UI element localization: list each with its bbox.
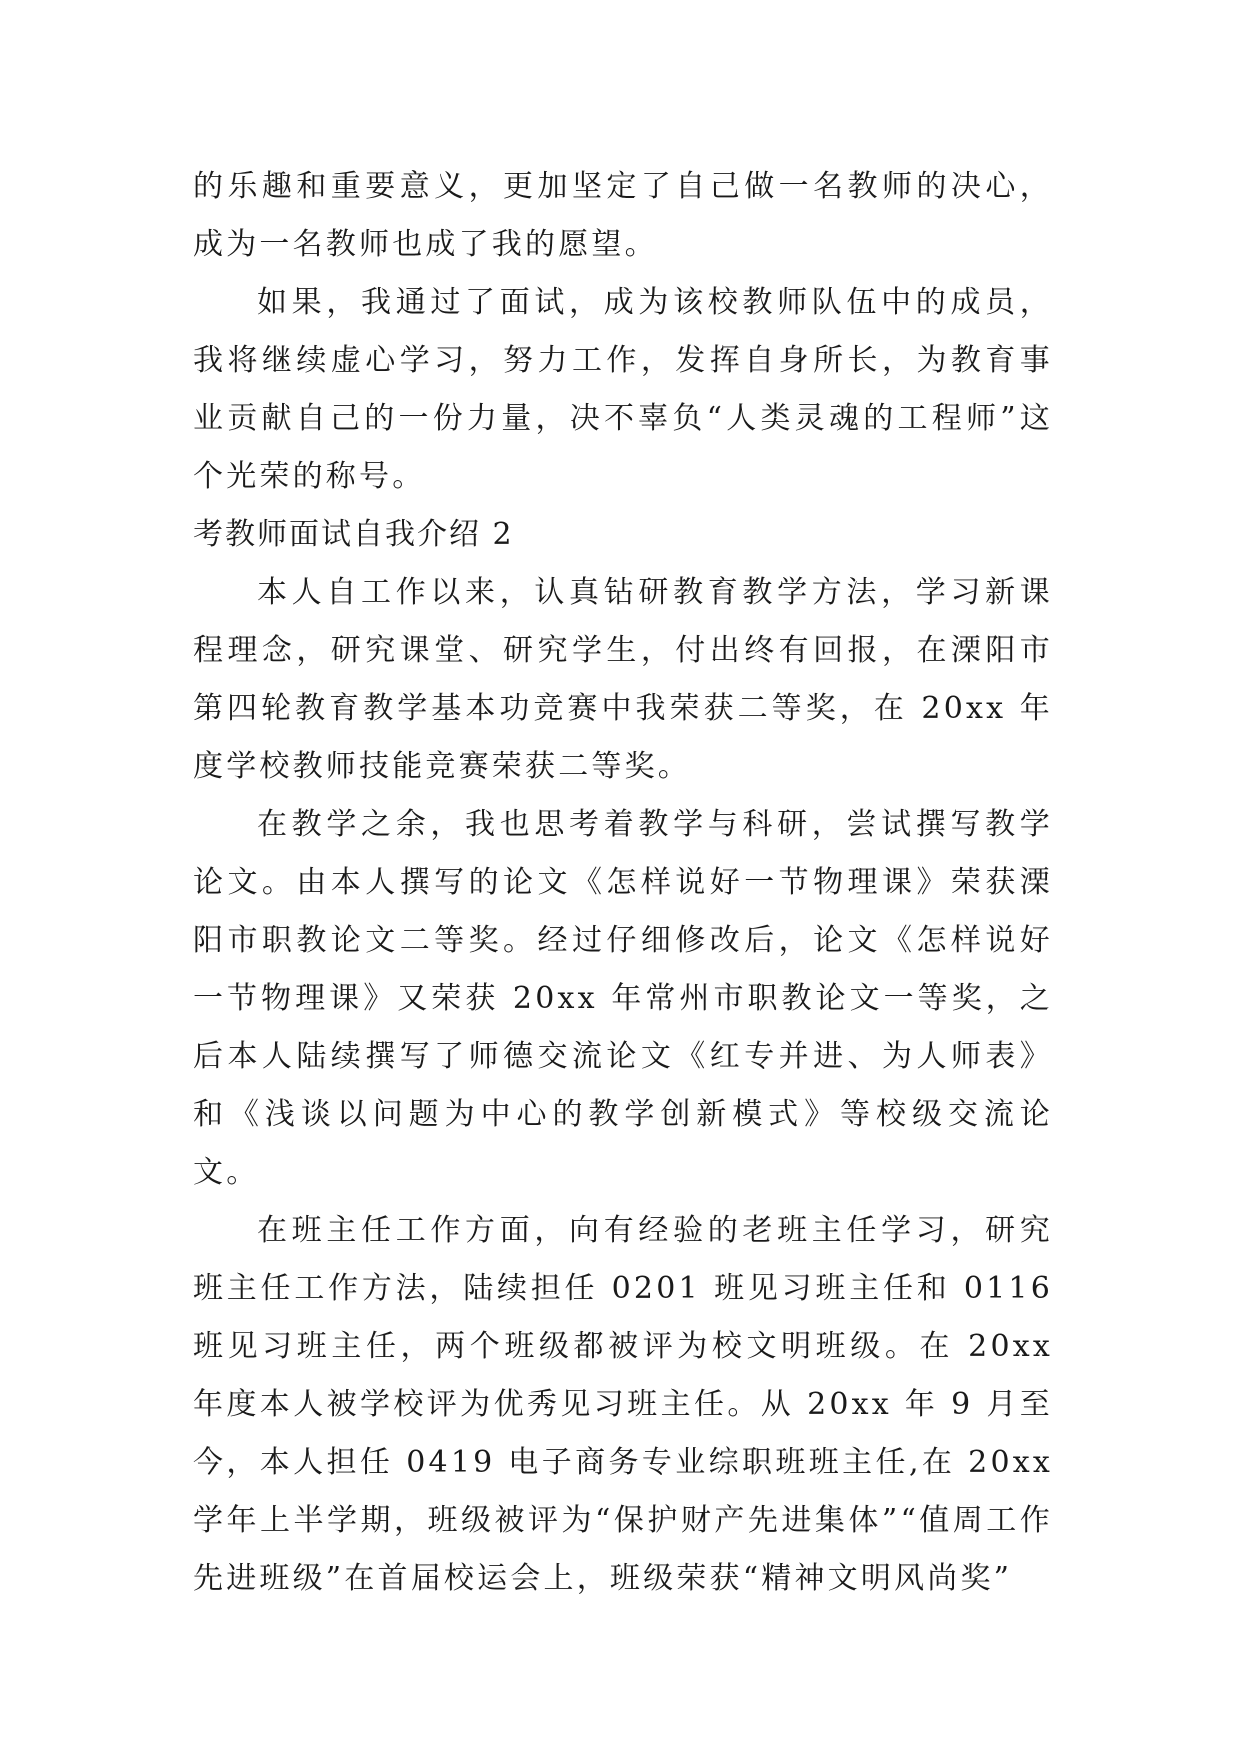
paragraph-closing-pledge: 如果，我通过了面试，成为该校教师队伍中的成员，我将继续虚心学习，努力工作，发挥自身所长，为教育事业贡献自己的一份力量，决不辜负“人类灵魂的工程师”这个光荣的称号。 — [193, 285, 1053, 494]
paragraph-class-teacher-work: 在班主任工作方面，向有经验的老班主任学习，研究班主任工作方法，陆续担任 0201 班见习班主任和 0116 班见习班主任，两个班级都被评为校文明班级。在 20xx 年度本人被学校评为优秀见习班主任。从 20xx 年 9 月至今，本人担任 0419 电子商务专业综职班班主任,在 20xx 学年上半学期，班级被评为“保护财产先进集体”“值周工作先进班级”在首届校运会上，班级荣获“精神文明风尚奖” — [193, 1213, 1053, 1596]
paragraph-continuation: 的乐趣和重要意义，更加坚定了自己做一名教师的决心，成为一名教师也成了我的愿望。 — [193, 169, 1053, 262]
section-heading: 考教师面试自我介绍 2 — [193, 517, 514, 552]
paragraph-research-papers: 在教学之余，我也思考着教学与科研，尝试撰写教学论文。由本人撰写的论文《怎样说好一节物理课》荣获溧阳市职教论文二等奖。经过仔细修改后，论文《怎样说好一节物理课》又荣获 20xx 年常州市职教论文一等奖，之后本人陆续撰写了师德交流论文《红专并进、为人师表》和《浅谈以问题为中心的教学创新模式》等校级交流论文。 — [193, 807, 1053, 1190]
paragraph-teaching-awards: 本人自工作以来，认真钻研教育教学方法，学习新课程理念，研究课堂、研究学生，付出终有回报，在溧阳市第四轮教育教学基本功竞赛中我荣获二等奖，在 20xx 年度学校教师技能竞赛荣获二等奖。 — [193, 575, 1053, 784]
document-body — [193, 158, 1053, 1608]
